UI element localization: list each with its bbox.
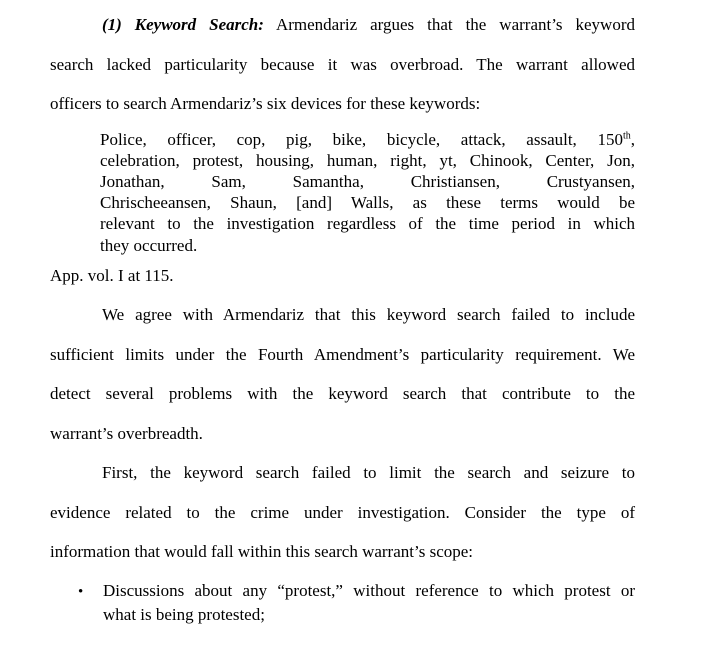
paragraph-first-problem: [50, 453, 635, 572]
paragraph-we-agree-line-1: We agree with Armendariz that this keyword search failed to include: [102, 305, 635, 325]
paragraph-first-problem-line-3: information that would fall within this search warrant’s scope:: [50, 542, 474, 562]
paragraph-first-problem-line-2: evidence related to the crime under investigation. Consider the type of: [50, 502, 635, 522]
paragraph-we-agree: [50, 295, 635, 453]
keyword-search-lead: (1) Keyword Search:: [102, 15, 264, 34]
block-quote-line-3: Jonathan, Sam, Samantha, Christiansen, Crustyansen,: [100, 171, 635, 191]
paragraph-keyword-search-line-3: officers to search Armendariz’s six devices for these keywords:: [50, 94, 481, 113]
paragraph-we-agree-line-3: detect several problems with the keyword search that contribute to the: [50, 384, 635, 404]
paragraph-we-agree-line-2: sufficient limits under the Fourth Amendment’s particularity requirement. We: [50, 344, 635, 364]
superscript-th: th: [622, 129, 631, 141]
block-quote-line-1-text: Police, officer, cop, pig, bike, bicycle, attack, assault, 150: [100, 129, 623, 149]
bullet-icon: •: [78, 583, 84, 600]
block-quote-line-1: [100, 129, 635, 150]
keyword-search-line-1-rest: Armendariz argues that the warrant’s keyword: [263, 15, 635, 34]
bullet-item-line-2: what is being protested;: [103, 604, 265, 624]
bullet-item-protest: [78, 579, 635, 627]
paragraph-keyword-search-line-1: [50, 5, 635, 45]
citation-line: App. vol. I at 115.: [50, 265, 174, 285]
block-quote-line-4: Chrischeeansen, Shaun, [and] Walls, as these terms would be: [100, 193, 635, 213]
block-quote-line-2: celebration, protest, housing, human, right, yt, Chinook, Center, Jon,: [100, 150, 635, 170]
block-quote-line-6: they occurred.: [100, 235, 198, 255]
paragraph-we-agree-line-4: warrant’s overbreadth.: [50, 423, 203, 443]
paragraph-first-problem-line-1: First, the keyword search failed to limit the search and seizure to: [102, 463, 635, 483]
block-quote-keywords: [100, 129, 635, 256]
bullet-item-line-1: Discussions about any “protest,” without reference to which protest or: [103, 580, 635, 600]
block-quote-line-5: relevant to the investigation regardless of the time period in which: [100, 214, 635, 234]
paragraph-keyword-search: [50, 5, 635, 124]
paragraph-keyword-search-line-2: search lacked particularity because it was overbroad. The warrant allowed: [50, 54, 635, 74]
block-quote-line-1-comma: ,: [630, 129, 635, 149]
bullet-list: [50, 579, 635, 627]
